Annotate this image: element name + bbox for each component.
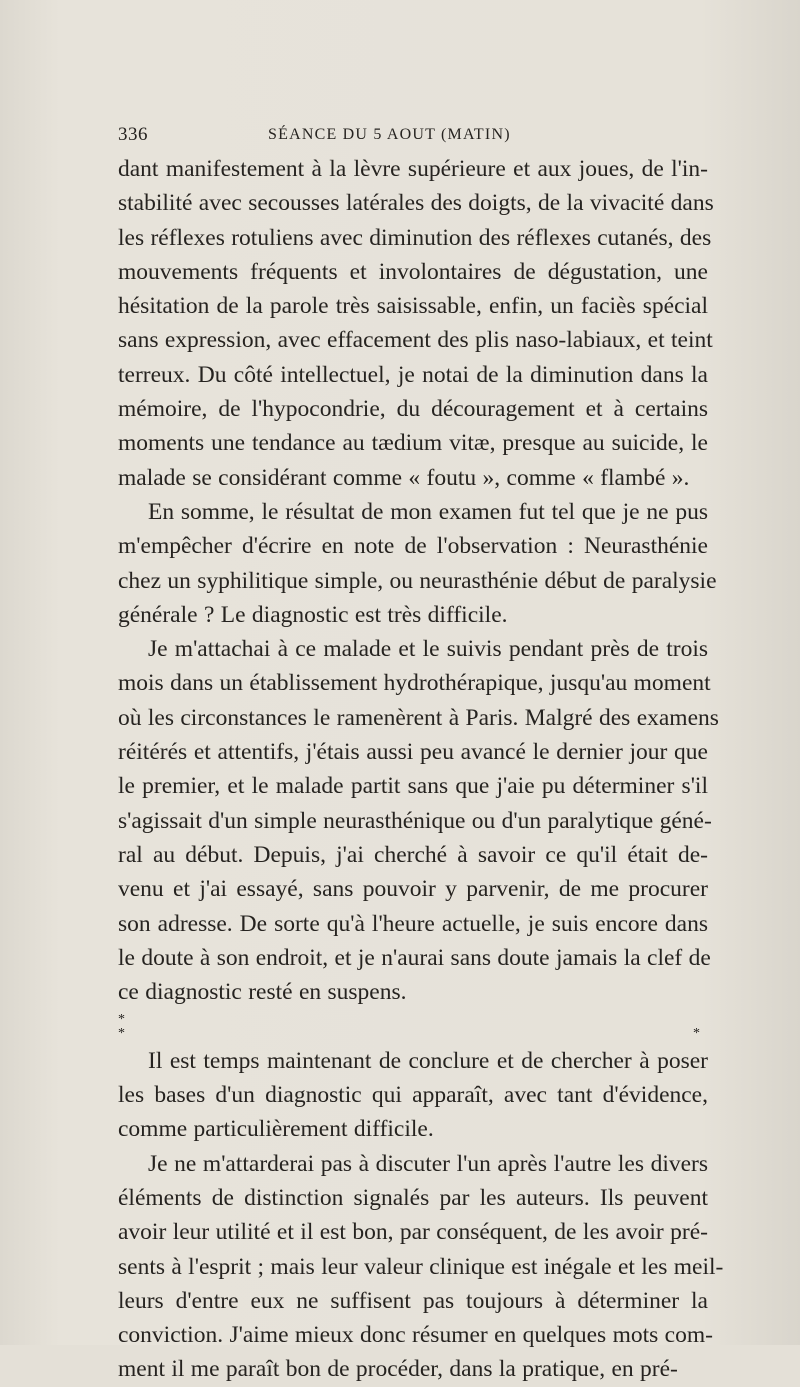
text-line: ment il me paraît bon de procéder, dans la pratique, en pré-	[118, 1356, 678, 1383]
text-line: comme particulièrement difficile.	[118, 1116, 434, 1143]
paragraph	[118, 152, 714, 495]
text-line: moments une tendance au tædium vitæ, presque au suicide, le	[118, 430, 708, 457]
text-line: réitérés et attentifs, j'étais aussi peu avancé le dernier jour que	[118, 739, 708, 766]
text-line: le premier, et le malade partit sans que j'aie pu déterminer s'il	[118, 773, 708, 800]
text-line: Je ne m'attarderai pas à discuter l'un après l'autre les divers	[148, 1150, 708, 1177]
text-line: les bases d'un diagnostic qui apparaît, avec tant d'évidence,	[118, 1082, 708, 1109]
text-line: générale ? Le diagnostic est très difficile.	[118, 601, 508, 628]
text-line: où les circonstances le ramenèrent à Paris. Malgré des examens	[118, 704, 719, 731]
paragraph	[118, 495, 717, 632]
text-line: mois dans un établissement hydrothérapique, jusqu'au moment	[118, 670, 711, 697]
asterism-star-row: * *	[118, 1026, 708, 1042]
text-line: stabilité avec secousses latérales des doigts, de la vivacité dans	[118, 190, 714, 217]
text-line: sents à l'esprit ; mais leur valeur clinique est inégale et les meil-	[118, 1253, 724, 1280]
text-line: chez un syphilitique simple, ou neurasthénie début de paralysie	[118, 567, 717, 594]
text-line: conviction. J'aime mieux donc résumer en quelques mots com-	[118, 1322, 713, 1349]
page-header	[118, 124, 708, 154]
text-line: m'empêcher d'écrire en note de l'observation : Neurasthénie	[118, 533, 708, 560]
text-line: En somme, le résultat de mon examen fut tel que je ne pus	[148, 498, 708, 525]
text-line: mouvements fréquents et involontaires de dégustation, une	[118, 258, 708, 285]
text-line: Je m'attachai à ce malade et le suivis pendant près de trois	[148, 636, 708, 663]
paragraph	[118, 1147, 724, 1387]
text-line: ral au début. Depuis, j'ai cherché à savoir ce qu'il était de-	[118, 841, 708, 868]
page-number: 336	[118, 124, 148, 145]
text-line: les réflexes rotuliens avec diminution des réflexes cutanés, des	[118, 224, 712, 251]
asterism-star-row: *	[118, 1012, 125, 1028]
text-line: dant manifestement à la lèvre supérieure et aux joues, de l'in-	[118, 156, 708, 182]
text-line: malade se considérant comme « foutu », comme « flambé ».	[118, 464, 690, 491]
text-line: le doute à son endroit, et je n'aurai sans doute jamais la clef de	[118, 944, 711, 971]
text-line: éléments de distinction signalés par les auteurs. Ils peuvent	[118, 1184, 708, 1211]
text-line: venu et j'ai essayé, sans pouvoir y parvenir, de me procurer	[118, 876, 708, 903]
text-line: mémoire, de l'hypocondrie, du découragement et à certains	[118, 396, 708, 423]
text-line: sans expression, avec effacement des plis naso-labiaux, et teint	[118, 327, 713, 354]
text-line: avoir leur utilité et il est bon, par conséquent, de les avoir pré-	[118, 1219, 708, 1246]
text-line: Il est temps maintenant de conclure et de chercher à poser	[148, 1047, 708, 1074]
text-line: son adresse. De sorte qu'à l'heure actuelle, je suis encore dans	[118, 910, 708, 937]
paragraph	[118, 1044, 708, 1147]
text-line: terreux. Du côté intellectuel, je notai de la diminution dans la	[118, 361, 708, 388]
text-line: s'agissait d'un simple neurasthénique ou d'un paralytique géné-	[118, 807, 712, 834]
body-text	[118, 152, 724, 1387]
asterism-separator	[118, 1009, 708, 1043]
text-line: hésitation de la parole très saisissable, enfin, un faciès spécial	[118, 293, 708, 320]
text-line: ce diagnostic resté en suspens.	[118, 979, 407, 1006]
running-title: SÉANCE DU 5 AOUT (MATIN)	[268, 126, 511, 143]
text-line: leurs d'entre eux ne suffisent pas toujours à déterminer la	[118, 1287, 708, 1314]
paragraph	[118, 632, 719, 1009]
